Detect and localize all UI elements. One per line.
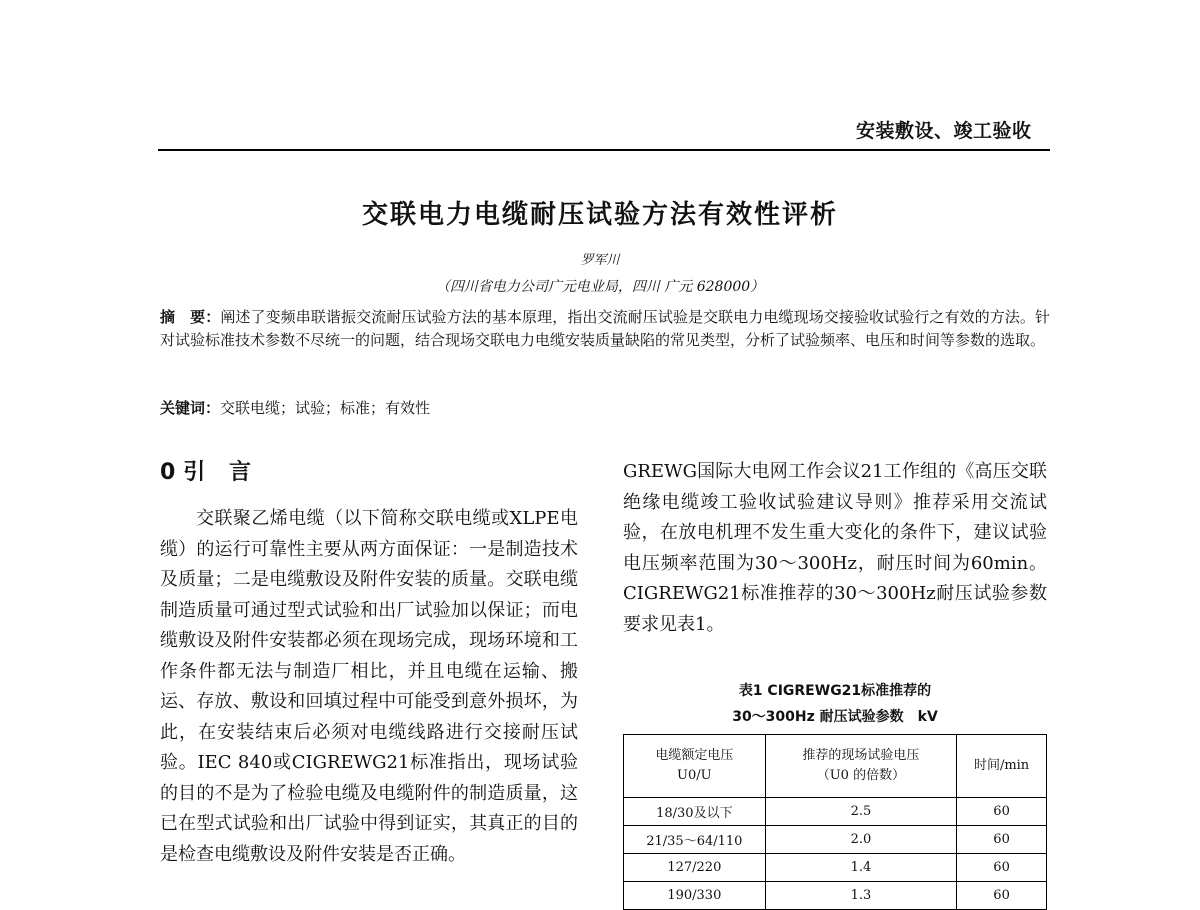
header-rated-voltage: 电缆额定电压 U0/U	[624, 735, 766, 798]
cell-voltage: 21/35～64/110	[624, 826, 766, 854]
cell-multiple: 2.5	[765, 798, 956, 826]
table-row	[624, 798, 1047, 826]
cell-time: 60	[957, 882, 1047, 910]
keywords-label: 关键词：	[160, 399, 221, 417]
table-caption-line2: 30～300Hz 耐压试验参数 kV	[732, 709, 938, 725]
cell-voltage: 127/220	[624, 854, 766, 882]
cell-time: 60	[957, 798, 1047, 826]
header-time: 时间/min	[957, 735, 1047, 798]
cell-multiple: 1.3	[765, 882, 956, 910]
left-column-paragraph: 交联聚乙烯电缆（以下简称交联电缆或XLPE电缆）的运行可靠性主要从两方面保证：一是制造技术及质量；二是电缆敷设及附件安装的质量。交联电缆制造质量可通过型式试验和出厂试验加以保证；而电缆敷设及附件安装都必须在现场完成，现场环境和工作条件都无法与制造厂相比，并且电缆在运输、搬运、存放、敷设和回填过程中可能受到意外损坏，为此，在安装结束后必须对电缆线路进行交接耐压试验。IEC 840或CIGREWG21标准指出，现场试验的目的不是为了检验电缆及电缆附件的制造质量，这已在型式试验和出厂试验中得到证实，其真正的目的是检查电缆敷设及附件安装是否正确。	[160, 508, 578, 865]
author: 罗军川	[580, 253, 620, 268]
cell-multiple: 2.0	[765, 826, 956, 854]
table-row	[624, 854, 1047, 882]
parameter-table	[623, 734, 1047, 910]
cell-multiple: 1.4	[765, 854, 956, 882]
paper-title: 交联电力电缆耐压试验方法有效性评析	[361, 200, 838, 230]
table-caption-line1: 表1 CIGREWG21标准推荐的	[738, 683, 932, 699]
header-test-voltage: 推荐的现场试验电压 （U0 的倍数）	[765, 735, 956, 798]
abstract-label: 摘 要：	[160, 308, 221, 326]
cell-voltage: 18/30及以下	[624, 798, 766, 826]
table-row	[624, 826, 1047, 854]
affiliation: （四川省电力公司广元电业局，四川 广元 628000）	[435, 279, 765, 295]
cell-time: 60	[957, 826, 1047, 854]
cell-time: 60	[957, 854, 1047, 882]
keywords	[160, 397, 1050, 420]
table-header-row	[624, 735, 1047, 798]
section-heading: 0引 言	[160, 460, 259, 485]
table-row	[624, 882, 1047, 910]
cell-voltage: 190/330	[624, 882, 766, 910]
keywords-text: 交联电缆；试验；标准；有效性	[220, 399, 431, 417]
header-rule	[158, 149, 1050, 151]
right-column-paragraph: GREWG国际大电网工作会议21工作组的《高压交联绝缘电缆竣工验收试验建议导则》推荐采用交流试验，在放电机理不发生重大变化的条件下，建议试验电压频率范围为30～300Hz，耐压时间为60min。CIGREWG21标准推荐的30～300Hz耐压试验参数要求见表1。	[623, 461, 1047, 635]
abstract	[160, 306, 1050, 352]
running-header: 安装敷设、竣工验收	[856, 120, 1032, 142]
abstract-text: 阐述了变频串联谐振交流耐压试验方法的基本原理，指出交流耐压试验是交联电力电缆现场交接验收试验行之有效的方法。针对试验标准技术参数不尽统一的问题，结合现场交联电力电缆安装质量缺陷的常见类型，分析了试验频率、电压和时间等参数的选取。	[160, 308, 1050, 349]
